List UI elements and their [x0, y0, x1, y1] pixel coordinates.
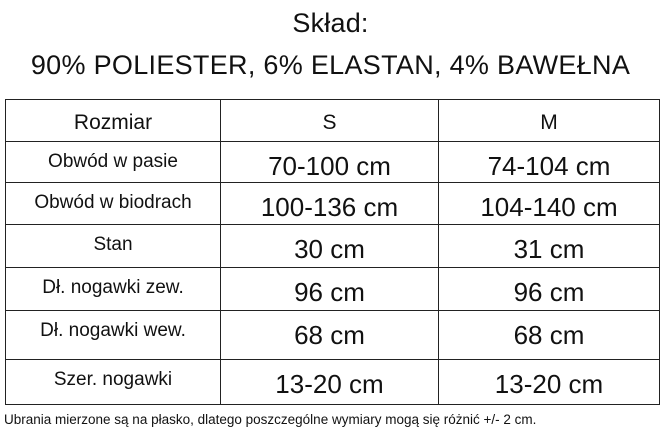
row-label: Obwód w pasie — [6, 142, 221, 183]
table-row-waist — [6, 142, 660, 183]
row-label: Obwód w biodrach — [6, 183, 221, 225]
row-label: Dł. nogawki zew. — [6, 268, 221, 311]
composition-title: Skład: — [292, 8, 369, 38]
table-row-hips — [6, 183, 660, 225]
cell-size-s: 13-20 cm — [221, 360, 439, 405]
row-label: Stan — [6, 225, 221, 268]
cell-size-s: 96 cm — [221, 268, 439, 311]
cell-size-s: 30 cm — [221, 225, 439, 268]
cell-size-s: 70-100 cm — [221, 142, 439, 183]
cell-size-m: 68 cm — [439, 311, 660, 360]
cell-size-m: 31 cm — [439, 225, 660, 268]
cell-size-m: 74-104 cm — [439, 142, 660, 183]
table-row-inner-leg — [6, 311, 660, 360]
size-table — [5, 99, 660, 405]
header-size-label: Rozmiar — [6, 100, 221, 142]
cell-size-m: 13-20 cm — [439, 360, 660, 405]
row-label: Dł. nogawki wew. — [6, 311, 221, 360]
cell-size-m: 104-140 cm — [439, 183, 660, 225]
header-size-s: S — [221, 100, 439, 142]
cell-size-s: 100-136 cm — [221, 183, 439, 225]
composition-value: 90% POLIESTER, 6% ELASTAN, 4% BAWEŁNA — [30, 50, 631, 80]
header-size-m: M — [439, 100, 660, 142]
table-row-rise — [6, 225, 660, 268]
row-label: Szer. nogawki — [6, 360, 221, 405]
measurement-footnote: Ubrania mierzone są na płasko, dlatego poszczególne wymiary mogą się różnić +/- 2 cm. — [4, 412, 537, 427]
table-row-leg-width — [6, 360, 660, 405]
cell-size-s: 68 cm — [221, 311, 439, 360]
table-header-row — [6, 100, 660, 142]
table-row-outer-leg — [6, 268, 660, 311]
cell-size-m: 96 cm — [439, 268, 660, 311]
